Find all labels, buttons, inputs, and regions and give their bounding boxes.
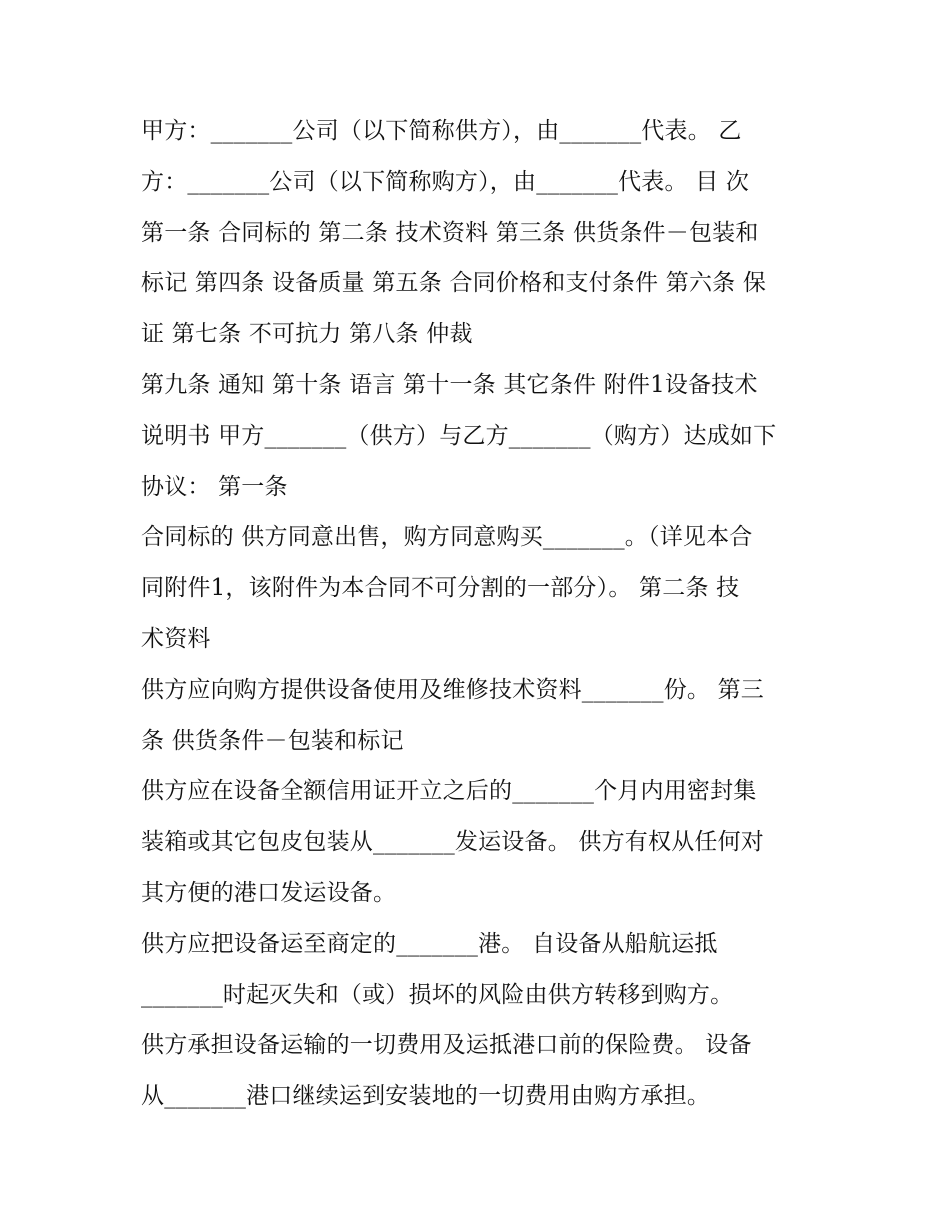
text-line: 标记 第四条 设备质量 第五条 合同价格和支付条件 第六条 保 xyxy=(141,270,767,297)
text-line: 供方应向购方提供设备使用及维修技术资料_______份。 第三 xyxy=(141,676,765,703)
text-line: 第一条 合同标的 第二条 技术资料 第三条 供货条件－包装和 xyxy=(141,219,759,246)
text-line: 方：_______公司（以下简称购方），由_______代表。 目 次 xyxy=(141,168,750,195)
text-line: 说明书 甲方_______（供方）与乙方_______（购方）达成如下 xyxy=(141,422,777,449)
text-line: 术资料 xyxy=(141,625,211,652)
text-line: 供方承担设备运输的一切费用及运抵港口前的保险费。 设备 xyxy=(141,1032,752,1059)
text-line: 供方应把设备运至商定的_______港。 自设备从船航运抵 xyxy=(141,930,718,957)
contract-body xyxy=(141,106,811,1122)
text-line: 条 供货条件－包装和标记 xyxy=(141,727,404,754)
text-line: 第九条 通知 第十条 语言 第十一条 其它条件 附件1设备技术 xyxy=(141,371,758,398)
text-line: 协议： 第一条 xyxy=(141,473,288,500)
text-line: 供方应在设备全额信用证开立之后的_______个月内用密封集 xyxy=(141,778,757,805)
text-line: 其方便的港口发运设备。 xyxy=(141,879,397,906)
text-line: 甲方：_______公司（以下简称供方），由_______代表。 乙 xyxy=(141,118,742,144)
text-line: _______时起灭失和（或）损坏的风险由供方转移到购方。 xyxy=(141,981,734,1008)
text-line: 装箱或其它包皮包装从_______发运设备。 供方有权从任何对 xyxy=(141,829,765,856)
text-line: 从_______港口继续运到安装地的一切费用由购方承担。 xyxy=(141,1083,711,1110)
text-line: 合同标的 供方同意出售，购方同意购买_______。（详见本合 xyxy=(141,524,753,551)
text-line: 同附件1，该附件为本合同不可分割的一部分）。 第二条 技 xyxy=(141,575,740,602)
text-line: 证 第七条 不可抗力 第八条 仲裁 xyxy=(141,321,473,348)
